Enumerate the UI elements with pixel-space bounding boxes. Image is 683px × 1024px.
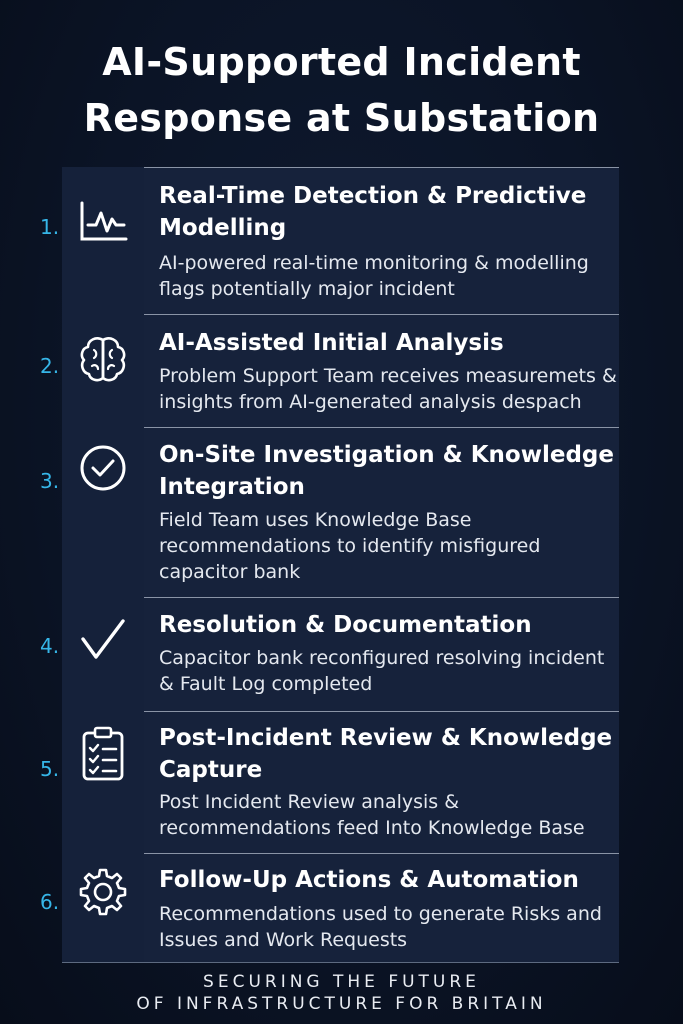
step-description-line: AI-powered real-time monitoring & modelling xyxy=(159,252,589,274)
step-heading-line: Post-Incident Review & Knowledge xyxy=(159,725,613,751)
step-4 xyxy=(0,597,683,711)
step-description xyxy=(159,507,619,585)
step-card xyxy=(144,427,619,598)
step-card xyxy=(144,314,619,428)
step-number: 2. xyxy=(40,354,60,378)
clipboard-checklist-icon xyxy=(76,725,130,783)
step-icon-box xyxy=(62,711,144,853)
step-icon-box xyxy=(62,597,144,711)
footer-line-2: OF INFRASTRUCTURE FOR BRITAIN xyxy=(136,994,547,1014)
step-heading xyxy=(159,864,619,896)
step-description xyxy=(159,250,619,302)
step-description-line: Issues and Work Requests xyxy=(159,929,408,951)
step-description-line: Post Incident Review analysis & xyxy=(159,791,460,813)
gear-icon xyxy=(76,865,130,919)
step-heading-line: Follow-Up Actions & Automation xyxy=(159,867,579,893)
step-description-line: Capacitor bank reconfigured resolving incident xyxy=(159,647,605,669)
step-heading-line: Resolution & Documentation xyxy=(159,612,532,638)
step-icon-box xyxy=(62,427,144,597)
step-heading-line: On-Site Investigation & Knowledge xyxy=(159,442,614,468)
step-icon-box xyxy=(62,314,144,427)
checkmark-icon xyxy=(76,615,130,665)
step-heading-line: AI-Assisted Initial Analysis xyxy=(159,330,504,356)
step-description xyxy=(159,363,619,415)
step-heading xyxy=(159,180,619,244)
brain-icon xyxy=(76,332,130,386)
step-number: 6. xyxy=(40,890,60,914)
step-description xyxy=(159,789,619,841)
step-description-line: insights from AI-generated analysis despach xyxy=(159,391,582,413)
step-heading-line: Integration xyxy=(159,474,305,500)
step-5 xyxy=(0,711,683,853)
step-card xyxy=(144,853,619,963)
step-1 xyxy=(0,167,683,314)
step-heading-line: Real-Time Detection & Predictive xyxy=(159,183,587,209)
step-number: 3. xyxy=(40,469,60,493)
step-icon-box xyxy=(62,167,144,314)
step-heading xyxy=(159,327,619,359)
footer-line-1: SECURING THE FUTURE xyxy=(203,972,480,992)
step-description xyxy=(159,901,619,953)
step-card xyxy=(144,711,619,854)
step-description-line: flags potentially major incident xyxy=(159,278,455,300)
check-circle-icon xyxy=(76,441,130,495)
step-6 xyxy=(0,853,683,962)
divider xyxy=(62,962,619,963)
step-description-line: Recommendations used to generate Risks and xyxy=(159,903,602,925)
step-heading xyxy=(159,439,619,503)
step-icon-box xyxy=(62,853,144,962)
step-2 xyxy=(0,314,683,427)
title-line-2: Response at Substation xyxy=(83,96,600,140)
step-description-line: recommendations feed Into Knowledge Base xyxy=(159,817,585,839)
step-number: 5. xyxy=(40,757,60,781)
line-chart-icon xyxy=(76,197,130,245)
step-description-line: & Fault Log completed xyxy=(159,673,373,695)
step-heading xyxy=(159,722,619,786)
step-description-line: capacitor bank xyxy=(159,561,301,583)
step-3 xyxy=(0,427,683,597)
step-heading xyxy=(159,609,619,641)
step-description xyxy=(159,645,619,697)
title-line-1: AI-Supported Incident xyxy=(102,40,581,84)
step-heading-line: Capture xyxy=(159,757,263,783)
page-title xyxy=(0,34,683,146)
step-heading-line: Modelling xyxy=(159,215,287,241)
step-description-line: Problem Support Team receives measuremets & xyxy=(159,365,617,387)
step-description-line: Field Team uses Knowledge Base xyxy=(159,509,472,531)
step-card xyxy=(144,597,619,712)
step-description-line: recommendations to identify misfigured xyxy=(159,535,541,557)
step-number: 1. xyxy=(40,215,60,239)
step-number: 4. xyxy=(40,634,60,658)
step-card xyxy=(144,167,619,315)
